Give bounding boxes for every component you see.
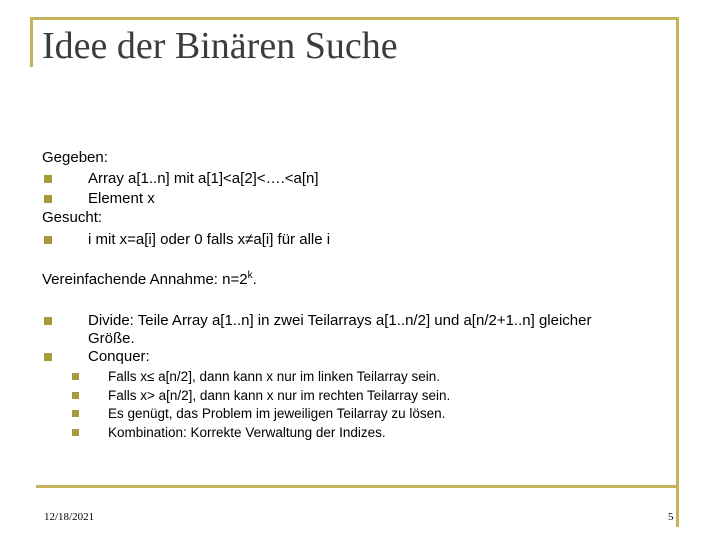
frame-left-rule — [30, 17, 33, 67]
square-bullet-icon — [44, 317, 52, 325]
square-bullet-icon — [44, 195, 52, 203]
gesucht-item: i mit x=a[i] oder 0 falls x≠a[i] für alle i — [88, 231, 331, 248]
square-bullet-icon — [72, 373, 79, 380]
annahme-prefix: Vereinfachende Annahme: n=2 — [42, 271, 248, 288]
page-number: 5 — [668, 511, 674, 523]
conquer-item: Es genügt, das Problem im jeweiligen Teilarray zu lösen. — [108, 406, 446, 421]
conquer-item: Kombination: Korrekte Verwaltung der Indizes. — [108, 425, 386, 440]
square-bullet-icon — [44, 175, 52, 183]
slide-title: Idee der Binären Suche — [42, 25, 398, 67]
annahme-suffix: . — [252, 271, 257, 288]
square-bullet-icon — [72, 429, 79, 436]
divide-line: Divide: Teile Array a[1..n] in zwei Teilarrays a[1..n/2] und a[n/2+1..n] gleicher — [88, 312, 592, 329]
square-bullet-icon — [72, 410, 79, 417]
gegeben-item: Array a[1..n] mit a[1]<a[2]<….<a[n] — [88, 170, 319, 187]
annahme-exponent: k — [247, 270, 253, 281]
frame-bottom-rule — [36, 485, 679, 488]
gegeben-label: Gegeben: — [42, 149, 108, 166]
frame-top-rule — [30, 17, 678, 20]
square-bullet-icon — [44, 236, 52, 244]
conquer-label: Conquer: — [88, 348, 150, 365]
square-bullet-icon — [72, 392, 79, 399]
conquer-item: Falls x≤ a[n/2], dann kann x nur im linken Teilarray sein. — [108, 369, 441, 384]
annahme-text — [42, 271, 257, 289]
divide-line-continued: Größe. — [88, 330, 135, 347]
square-bullet-icon — [44, 353, 52, 361]
footer-date: 12/18/2021 — [44, 511, 95, 523]
gesucht-label: Gesucht: — [42, 209, 103, 226]
conquer-item: Falls x> a[n/2], dann kann x nur im rechten Teilarray sein. — [108, 388, 451, 403]
frame-right-rule — [676, 17, 679, 527]
gegeben-item: Element x — [88, 190, 155, 207]
